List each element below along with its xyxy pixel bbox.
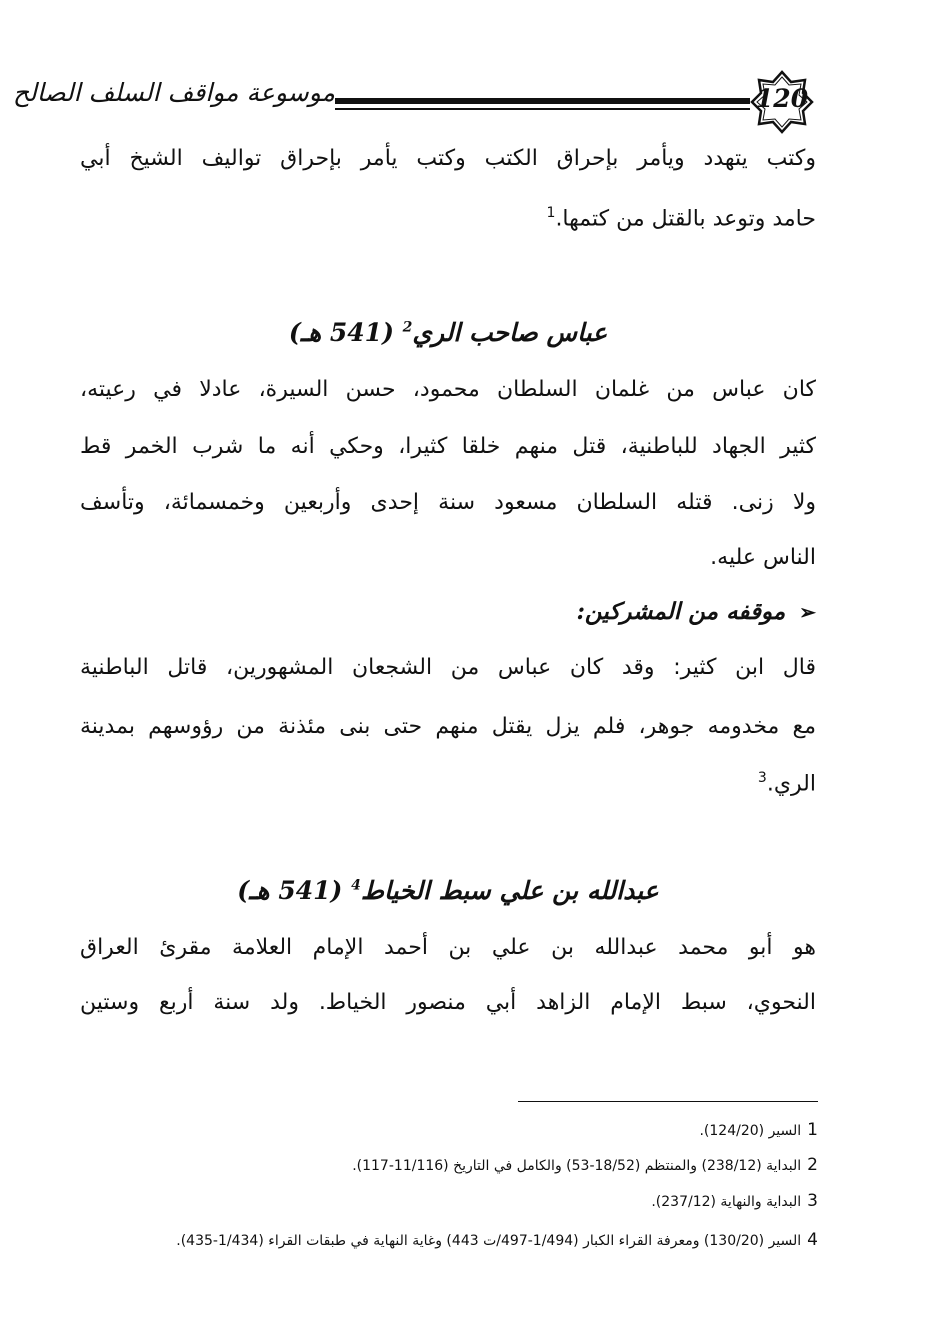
paragraph-2-line-2: كثير الجهاد للباطنية، قتل منهم خلقا كثيرا، وحكي أنه ما شرب الخمر قط [80, 434, 816, 459]
section-heading-abbas [80, 318, 816, 347]
footnote-ref-4: 4 [351, 877, 361, 894]
footnote-number: 4 [807, 1230, 818, 1250]
section-heading-abdullah [80, 876, 816, 905]
heading-1-date: (541 هـ) [288, 318, 394, 347]
arrow-bullet-icon: ➢ [799, 600, 816, 624]
page-number-badge [750, 70, 814, 134]
series-title: موسوعة مواقف السلف الصالح [12, 78, 335, 107]
footnote-number: 1 [807, 1120, 818, 1140]
footnote-text: البداية والنهاية (237/12). [651, 1194, 802, 1210]
footnote-1 [80, 1120, 818, 1140]
paragraph-2-line-1: كان عباس من غلمان السلطان محمود، حسن السيرة، عادلا في رعيته، [80, 377, 816, 402]
header-rule-thin [335, 108, 750, 110]
footnote-number: 2 [807, 1155, 818, 1175]
footnote-4 [80, 1230, 818, 1250]
footnote-text: السير (130/20) ومعرفة القراء الكبار (1/494-497/ت 443) وغاية النهاية في طبقات القراء (1/434-435). [176, 1233, 802, 1249]
subheading-stance [420, 598, 816, 625]
heading-1-title: عباس صاحب الري [412, 318, 608, 347]
header-rule-thick [335, 98, 750, 104]
footnote-ref-1: 1 [546, 205, 556, 221]
paragraph-3-line-2: مع مخدومه جوهر، فلم يزل يقتل منهم حتى بنى مئذنة من رؤوسهم بمدينة [80, 714, 816, 739]
paragraph-4-line-2: النحوي، سبط الإمام الزاهد أبي منصور الخياط. ولد سنة أربع وستين [80, 990, 816, 1015]
footnote-3 [80, 1191, 818, 1211]
footnote-2 [80, 1155, 818, 1175]
subheading-title: موقفه من المشركين: [576, 598, 786, 625]
footnote-number: 3 [807, 1191, 818, 1211]
paragraph-2-line-4: الناس عليه. [710, 545, 816, 570]
page-header [12, 68, 830, 132]
paragraph-3-text: الري. [766, 771, 816, 797]
page-number: 120 [755, 84, 809, 113]
footnote-ref-3: 3 [757, 770, 767, 786]
paragraph-1-line-2 [80, 205, 816, 231]
paragraph-2-line-3: ولا زنى. قتله السلطان مسعود سنة إحدى وأربعين وخمسمائة، وتأسف [80, 490, 816, 515]
footnote-ref-2: 2 [402, 319, 413, 336]
paragraph-3-line-1: قال ابن كثير: وقد كان عباس من الشجعان المشهورين، قاتل الباطنية [80, 655, 816, 680]
footnote-text: البداية (238/12) والمنتظم (18/52-53) والكامل في التاريخ (11/116-117). [352, 1158, 802, 1174]
paragraph-3-line-3 [80, 770, 816, 796]
heading-2-title: عبدالله بن علي سبط الخياط [360, 876, 659, 905]
heading-2-date: (541 هـ) [237, 876, 343, 905]
paragraph-4-line-1: هو أبو محمد عبدالله بن علي بن أحمد الإمام العلامة مقرئ العراق [80, 935, 816, 960]
footnote-text: السير (124/20). [699, 1123, 802, 1139]
footnote-separator [518, 1101, 818, 1102]
paragraph-1-line-1: وكتب يتهدد ويأمر بإحراق الكتب وكتب يأمر بإحراق تواليف الشيخ أبي [80, 146, 816, 171]
paragraph-1-text: حامد وتوعد بالقتل من كتمها. [555, 206, 816, 232]
